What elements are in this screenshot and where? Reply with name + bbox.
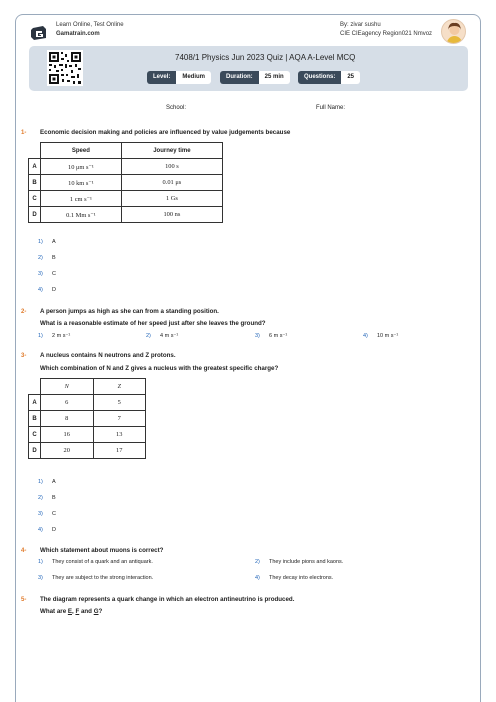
table-row: A 10 μm s⁻¹ 100 s [29,159,223,175]
option-number[interactable]: 4) [38,527,43,533]
question-number: 5- [21,597,27,603]
table-cell: 1 Gs [121,191,222,207]
author-info [340,21,432,39]
question-number: 4- [21,548,27,554]
option-text[interactable]: They are subject to the strong interaction. [52,575,154,581]
level-value: Medium [176,71,211,84]
avatar-icon [442,20,466,44]
option-number[interactable]: 3) [38,271,43,277]
question-number: 2- [21,309,27,315]
option-number[interactable]: 1) [38,559,43,565]
table-cell: 8 [41,411,94,427]
table-cell: 5 [93,395,146,411]
avatar[interactable] [441,19,466,44]
table-row: B 10 km s⁻¹ 0.01 μs [29,175,223,191]
option-number[interactable]: 3) [255,333,260,339]
option-number[interactable]: 2) [146,333,151,339]
option-text[interactable]: B [52,495,56,501]
option-text[interactable]: They include pions and kaons. [269,559,344,565]
table-row: C 16 13 [29,427,146,443]
table-cell: 16 [41,427,94,443]
questions-value: 25 [341,71,360,84]
question-table [28,142,223,223]
table-cell: 7 [93,411,146,427]
option-number[interactable]: 1) [38,239,43,245]
table-cell: 0.1 Mm s⁻¹ [41,207,122,223]
table-row: D 0.1 Mm s⁻¹ 100 ns [29,207,223,223]
question-text: What is a reasonable estimate of her speed just after she leaves the ground? [40,320,266,327]
table-header: N [41,379,94,395]
level-label: Level: [147,71,176,84]
option-number[interactable]: 2) [38,255,43,261]
option-text[interactable]: 6 m s⁻¹ [269,333,288,339]
option-number[interactable]: 4) [363,333,368,339]
question-text: Which combination of N and Z gives a nucleus with the greatest specific charge? [40,365,279,372]
option-text[interactable]: A [52,239,56,245]
quiz-title: 7408/1 Physics Jun 2023 Quiz | AQA A-Level MCQ [175,53,356,62]
table-row: C 1 cm s⁻¹ 1 Gs [29,191,223,207]
gamatrain-logo-icon [30,25,50,41]
option-number[interactable]: 3) [38,511,43,517]
table-cell: 0.01 μs [121,175,222,191]
brand-site[interactable]: Gamatrain.com [56,31,100,37]
author-name: By: zivar sushu [340,22,381,28]
table-cell: 10 μm s⁻¹ [41,159,122,175]
level-pill [147,71,211,84]
table-row: A 6 5 [29,395,146,411]
qr-code-icon[interactable] [47,50,83,86]
option-text[interactable]: C [52,271,56,277]
question-text: The diagram represents a quark change in which an electron antineutrino is produced. [40,596,295,603]
table-cell: 100 ns [121,207,222,223]
question-table [28,378,146,459]
option-number[interactable]: 3) [38,575,43,581]
option-text[interactable]: 4 m s⁻¹ [160,333,179,339]
option-number[interactable]: 2) [38,495,43,501]
table-cell: 20 [41,443,94,459]
question-text: A nucleus contains N neutrons and Z protons. [40,352,176,359]
top-bar [28,19,468,45]
option-text[interactable]: D [52,287,56,293]
table-cell: 100 s [121,159,222,175]
option-number[interactable]: 1) [38,479,43,485]
table-cell: 10 km s⁻¹ [41,175,122,191]
table-header: Speed [41,143,122,159]
questions-pill [298,71,360,84]
duration-value: 25 min [259,71,290,84]
table-header: Journey time [121,143,222,159]
option-text[interactable]: They decay into electrons. [269,575,334,581]
question-text: Which statement about muons is correct? [40,547,164,554]
option-text[interactable]: They consist of a quark and an antiquark. [52,559,153,565]
fullname-label: Full Name: [316,105,346,111]
table-cell: 17 [93,443,146,459]
option-text[interactable]: B [52,255,56,261]
question-number: 1- [21,130,27,136]
option-number[interactable]: 1) [38,333,43,339]
school-label: School: [166,105,187,111]
duration-pill [220,71,290,84]
table-cell: 13 [93,427,146,443]
question-text: A person jumps as high as she can from a standing position. [40,308,219,315]
brand-tagline: Learn Online, Test Online [56,22,124,28]
option-text[interactable]: C [52,511,56,517]
duration-label: Duration: [220,71,259,84]
table-cell: 6 [41,395,94,411]
option-number[interactable]: 4) [255,575,260,581]
option-text[interactable]: 10 m s⁻¹ [377,333,399,339]
author-org: CIE CIEagency Region021 Nmvoz [340,31,433,37]
table-header: Z [93,379,146,395]
question-text: Economic decision making and policies are influenced by value judgements because [40,129,291,136]
option-number[interactable]: 4) [38,287,43,293]
option-text[interactable]: A [52,479,56,485]
option-number[interactable]: 2) [255,559,260,565]
option-text[interactable]: D [52,527,56,533]
brand-text [56,21,124,39]
quiz-header [29,46,468,91]
question-number: 3- [21,353,27,359]
table-cell: 1 cm s⁻¹ [41,191,122,207]
question-text: What are E, F and G? [40,608,103,615]
table-row: B 8 7 [29,411,146,427]
table-row: D 20 17 [29,443,146,459]
questions-label: Questions: [298,71,341,84]
option-text[interactable]: 2 m s⁻¹ [52,333,71,339]
